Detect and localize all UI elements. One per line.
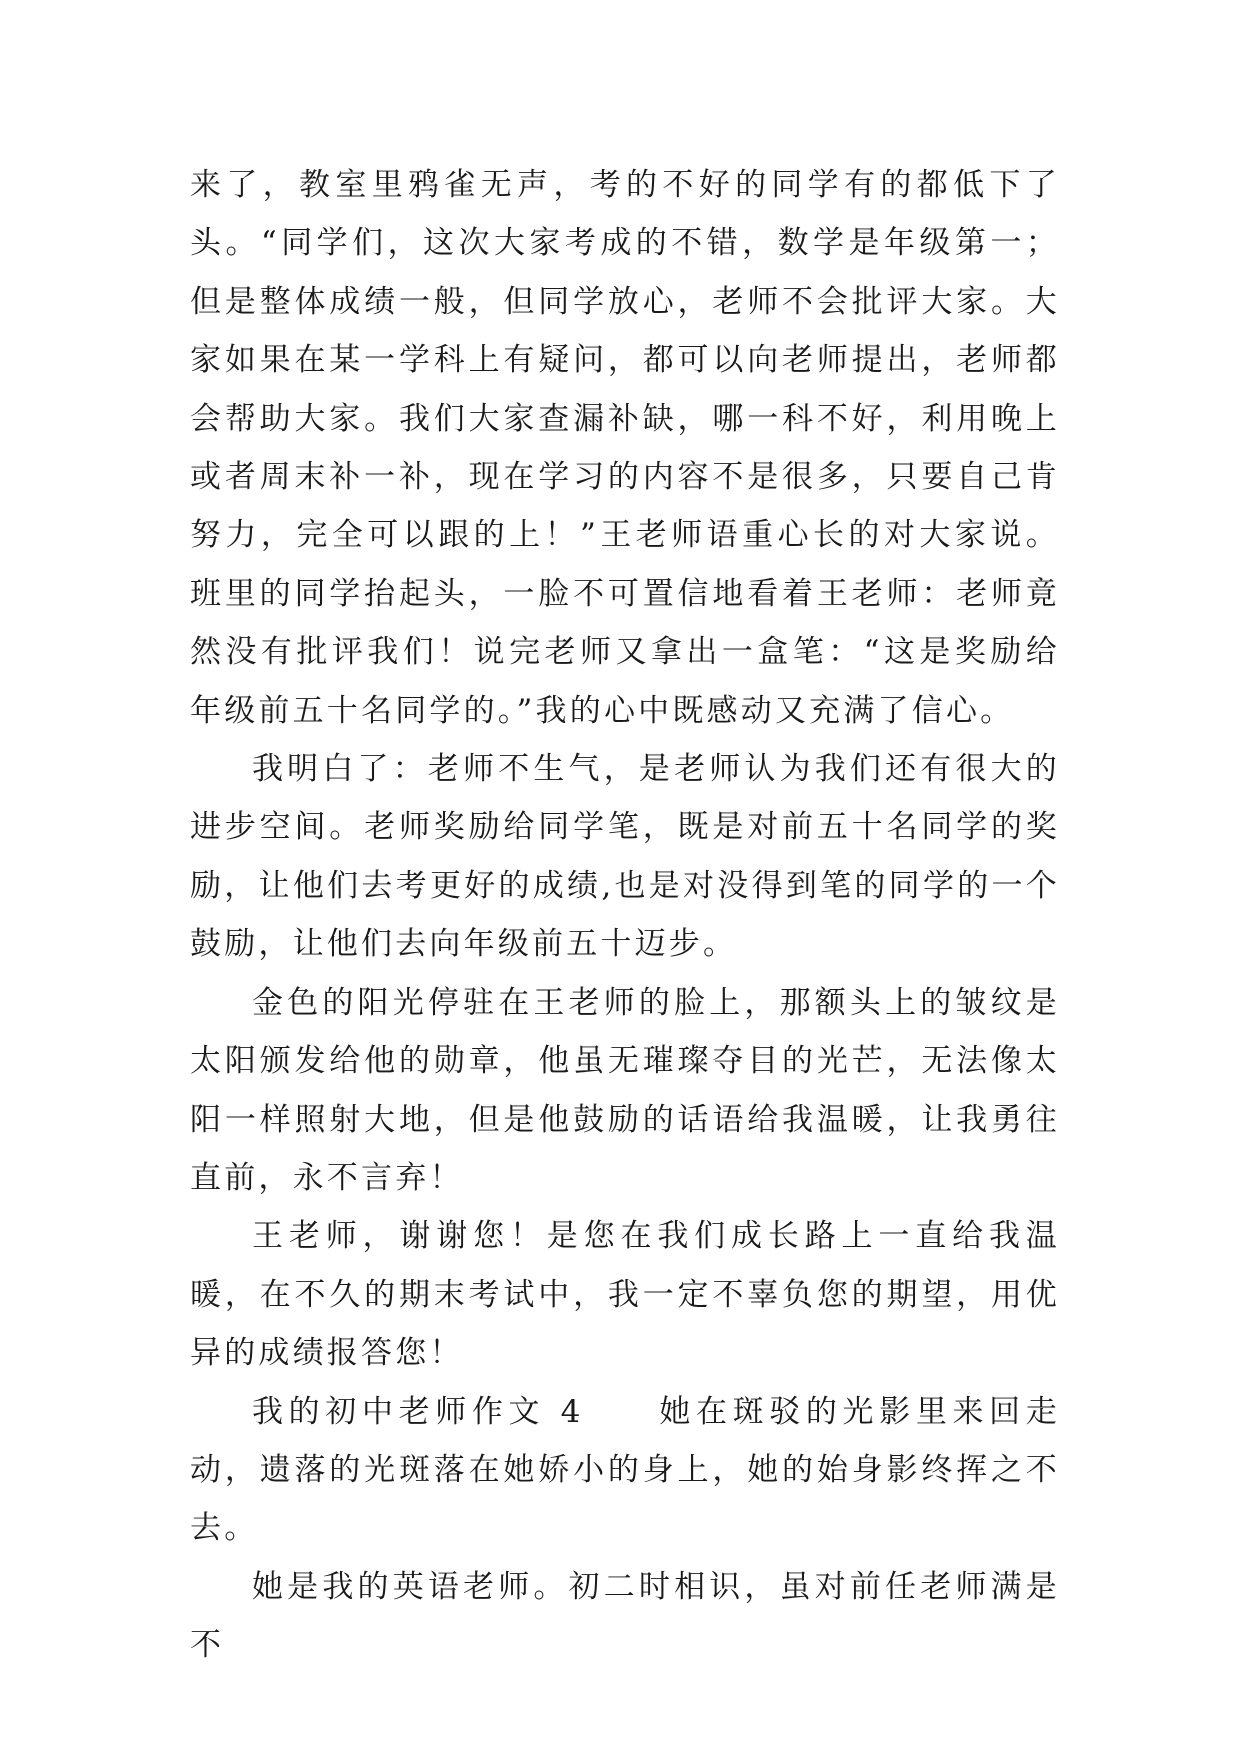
document-body [190,156,1060,1675]
paragraph: 王老师，谢谢您！是您在我们成长路上一直给我温暖，在不久的期末考试中，我一定不辜负您的期望，用优异的成绩报答您！ [190,1218,1060,1372]
paragraph: 我的初中老师作文 4 她在斑驳的光影里来回走动，遗落的光斑落在她娇小的身上，她的始身影终挥之不去。 [190,1393,1060,1547]
paragraph-continuation: 来了，教室里鸦雀无声，考的不好的同学有的都低下了头。“同学们，这次大家考成的不错，数学是年级第一；但是整体成绩一般，但同学放心，老师不会批评大家。大家如果在某一学科上有疑问，都可以向老师提出，老师都会帮助大家。我们大家查漏补缺，哪一科不好，利用晚上或者周末补一补，现在学习的内容不是很多，只要自己肯努力，完全可以跟的上！”王老师语重心长的对大家说。班里的同学抬起头，一脸不可置信地看着王老师：老师竟然没有批评我们！说完老师又拿出一盒笔：“这是奖励给年级前五十名同学的。”我的心中既感动又充满了信心。 [190,167,1060,729]
paragraph: 我明白了：老师不生气，是老师认为我们还有很大的进步空间。老师奖励给同学笔，既是对前五十名同学的奖励，让他们去考更好的成绩,也是对没得到笔的同学的一个鼓励，让他们去向年级前五十迈步。 [190,751,1060,963]
paragraph: 她是我的英语老师。初二时相识，虽对前任老师满是不 [190,1568,1060,1664]
paragraph: 金色的阳光停驻在王老师的脸上，那额头上的皱纹是太阳颁发给他的勋章，他虽无璀璨夺目的光芒，无法像太阳一样照射大地，但是他鼓励的话语给我温暖，让我勇往直前，永不言弃！ [190,984,1060,1196]
